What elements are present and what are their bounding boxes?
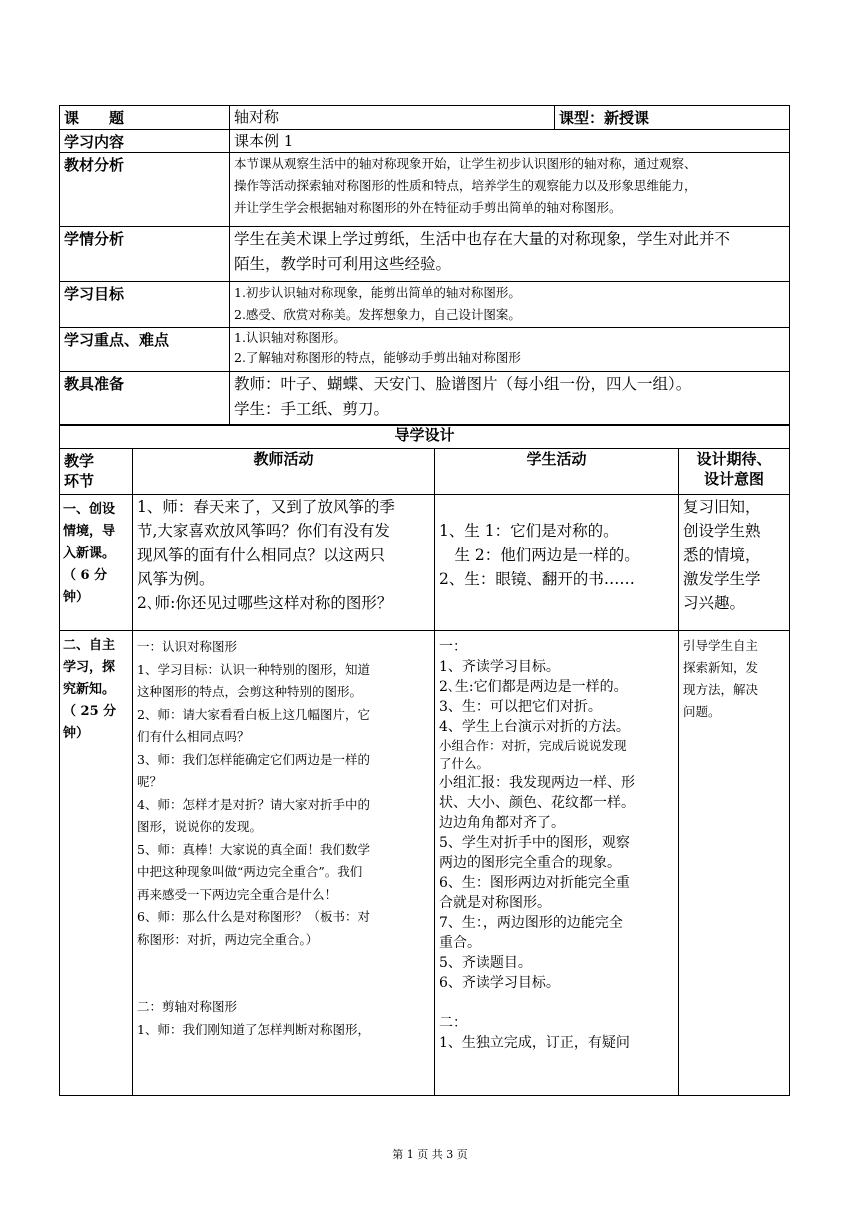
tools-line: 学生：手工纸、剪刀。	[234, 400, 390, 418]
stage-cell	[60, 495, 133, 631]
key-label: 学习重点、难点	[60, 328, 230, 372]
learner-line: 陌生，教学时可利用这些经验。	[234, 255, 452, 273]
teacher-line: 现风筝的面有什么相同点？以这两只	[137, 546, 386, 564]
student-line: 了什么。	[439, 756, 490, 771]
teacher-line: 节,大家喜欢放风筝吗？你们有没有发	[137, 522, 390, 540]
stage-line: 入新课。	[63, 546, 116, 561]
stage-line: 二、自主	[63, 638, 116, 653]
stage-line: 学习，探	[63, 660, 116, 675]
key-line: 1.认识轴对称图形。	[234, 330, 346, 345]
student-line: 6、生：图形两边对折能完全重	[439, 875, 630, 891]
student-line: 状、大小、颜色、花纹都一样。	[439, 795, 635, 811]
student-activity-cell	[435, 495, 679, 631]
learner-line: 学生在美术课上学过剪纸，生活中也存在大量的对称现象，学生对此并不	[234, 230, 731, 248]
student-line: 7、生：，两边图形的边能完全	[439, 915, 623, 931]
material-text	[230, 153, 790, 227]
material-line: 并让学生学会根据轴对称图形的外在特征动手剪出简单的轴对称图形。	[234, 200, 622, 215]
guided-design-table	[59, 424, 790, 1096]
header-teacher: 教师活动	[133, 449, 435, 495]
header-stage	[60, 449, 133, 495]
key-text	[230, 328, 790, 372]
teacher-line: 6、师：那么什么是对称图形？（板书：对	[137, 909, 370, 924]
teacher-line: 再来感受一下两边完全重合是什么！	[137, 886, 338, 902]
stage-line: 一、创设	[63, 502, 116, 517]
material-line: 本节课从观察生活中的轴对称现象开始，让学生初步认识图形的轴对称，通过观察、	[234, 156, 697, 171]
intent-line: 引导学生自主	[683, 638, 759, 653]
tools-text	[230, 372, 790, 426]
student-line: 两边的图形完全重合的现象。	[439, 855, 621, 871]
intent-line: 探索新知，发	[683, 660, 759, 675]
teacher-line: 1、学习目标：认识一种特别的图形，知道	[137, 661, 370, 677]
teacher-line: 2､师:你还见过哪些这样对称的图形？	[137, 594, 393, 612]
intent-line: 复习旧知，	[683, 498, 761, 516]
teacher-activity-cell	[133, 495, 435, 631]
student-line: 边边角角都对齐了。	[439, 815, 565, 831]
section-title: 导学设计	[60, 425, 790, 449]
goal-text	[230, 282, 790, 328]
student-line: 5、学生对折手中的图形，观察	[439, 835, 630, 851]
stage-line: （ 6 分	[63, 568, 108, 583]
student-line: 2、生：眼镜、翻开的书……	[439, 570, 635, 588]
student-line: 4、学生上台演示对折的方法。	[439, 719, 630, 735]
header-student: 学生活动	[435, 449, 679, 495]
stage-cell	[60, 631, 133, 1096]
goal-line: 1.初步认识轴对称现象，能剪出简单的轴对称图形。	[234, 285, 521, 300]
teacher-line: 这种图形的特点，会剪这种特别的图形。	[137, 684, 363, 699]
student-line: 6、齐读学习目标。	[439, 975, 560, 991]
teacher-line: 们有什么相同点吗？	[137, 729, 250, 744]
teacher-line: 称图形：对折，两边完全重合。）	[137, 931, 319, 947]
header-stage-line: 环节	[64, 472, 95, 490]
teacher-line: 风筝为例。	[137, 570, 215, 588]
student-line: 一：	[439, 639, 467, 655]
header-intent-line: 设计意图	[704, 470, 765, 488]
teacher-activity-cell	[133, 631, 435, 1096]
stage-line: 钟）	[63, 590, 90, 605]
content-value: 课本例 1	[230, 130, 790, 153]
intent-line: 习兴趣。	[683, 594, 746, 612]
lesson-info-table	[59, 105, 790, 426]
student-line: 生 2：他们两边是一样的。	[439, 546, 640, 564]
lesson-type: 课型：新授课	[555, 106, 790, 130]
goal-line: 2.感受、欣赏对称美。发挥想象力，自己设计图案。	[234, 307, 521, 322]
student-line: 2､生:它们都是两边是一样的。	[439, 679, 628, 695]
teacher-line: 3、师：我们怎样能确定它们两边是一样的	[137, 751, 370, 767]
teacher-line: 中把这种现象叫做“两边完全重合”。我们	[137, 864, 363, 879]
stage-line: （ 25 分	[63, 704, 117, 719]
content-label: 学习内容	[60, 130, 230, 153]
material-line: 操作等活动探索轴对称图形的性质和特点，培养学生的观察能力以及形象思维能力，	[234, 178, 697, 193]
student-line: 3、生：可以把它们对折。	[439, 699, 602, 715]
teacher-line: 4、师：怎样才是对折？请大家对折手中的	[137, 796, 370, 812]
learner-label: 学情分析	[60, 227, 230, 282]
stage-line: 究新知。	[63, 682, 116, 697]
student-line: 二：	[439, 1015, 467, 1031]
teacher-line: 二：剪轴对称图形	[137, 999, 238, 1014]
intent-cell	[679, 631, 790, 1096]
learner-text	[230, 227, 790, 282]
student-line: 小组合作：对折，完成后说说发现	[439, 738, 627, 753]
title-label: 课 题	[60, 106, 230, 130]
header-intent-line: 设计期待、	[696, 450, 772, 468]
intent-line: 问题。	[683, 704, 721, 719]
teacher-line: 图形，说说你的发现。	[137, 819, 263, 834]
header-stage-line: 教学	[64, 452, 95, 470]
teacher-line-blank	[137, 951, 430, 974]
student-line: 重合。	[439, 935, 481, 951]
teacher-line: 1、师：春天来了，又到了放风筝的季	[137, 498, 395, 516]
teacher-line-blank	[137, 974, 430, 997]
student-line: 1、齐读学习目标。	[439, 659, 560, 675]
page-footer: 第 1 页 共 3 页	[392, 1148, 468, 1161]
student-line: 1、生 1：它们是对称的。	[439, 522, 619, 540]
intent-line: 悉的情境，	[683, 546, 761, 564]
student-line: 1、生独立完成，订正，有疑问	[439, 1035, 630, 1051]
teacher-line: 5、师：真棒！大家说的真全面！我们数学	[137, 841, 370, 857]
student-line: 合就是对称图形。	[439, 895, 551, 911]
student-line: 小组汇报：我发现两边一样、形	[439, 775, 635, 791]
intent-line: 现方法，解决	[683, 682, 759, 697]
title-value: 轴对称	[230, 106, 555, 130]
teacher-line: 2、师：请大家看看白板上这几幅图片，它	[137, 706, 370, 722]
teacher-line: 1、师：我们刚知道了怎样判断对称图形，	[137, 1021, 370, 1037]
goal-label: 学习目标	[60, 282, 230, 328]
intent-cell	[679, 495, 790, 631]
intent-line: 创设学生熟	[683, 522, 761, 540]
key-line: 2.了解轴对称图形的特点，能够动手剪出轴对称图形	[234, 350, 521, 365]
stage-line: 情境，导	[63, 524, 116, 539]
teacher-line: 呢？	[137, 774, 163, 789]
stage-line: 钟）	[63, 726, 90, 741]
student-activity-cell	[435, 631, 679, 1096]
material-label: 教材分析	[60, 153, 230, 227]
teacher-line: 一：认识对称图形	[137, 639, 238, 654]
header-intent	[679, 449, 790, 495]
student-line-blank	[439, 993, 674, 1013]
student-line: 5、齐读题目。	[439, 955, 532, 971]
tools-label: 教具准备	[60, 372, 230, 426]
tools-line: 教师：叶子、蝴蝶、天安门、脸谱图片（每小组一份，四人一组）。	[234, 375, 692, 393]
intent-line: 激发学生学	[683, 570, 761, 588]
